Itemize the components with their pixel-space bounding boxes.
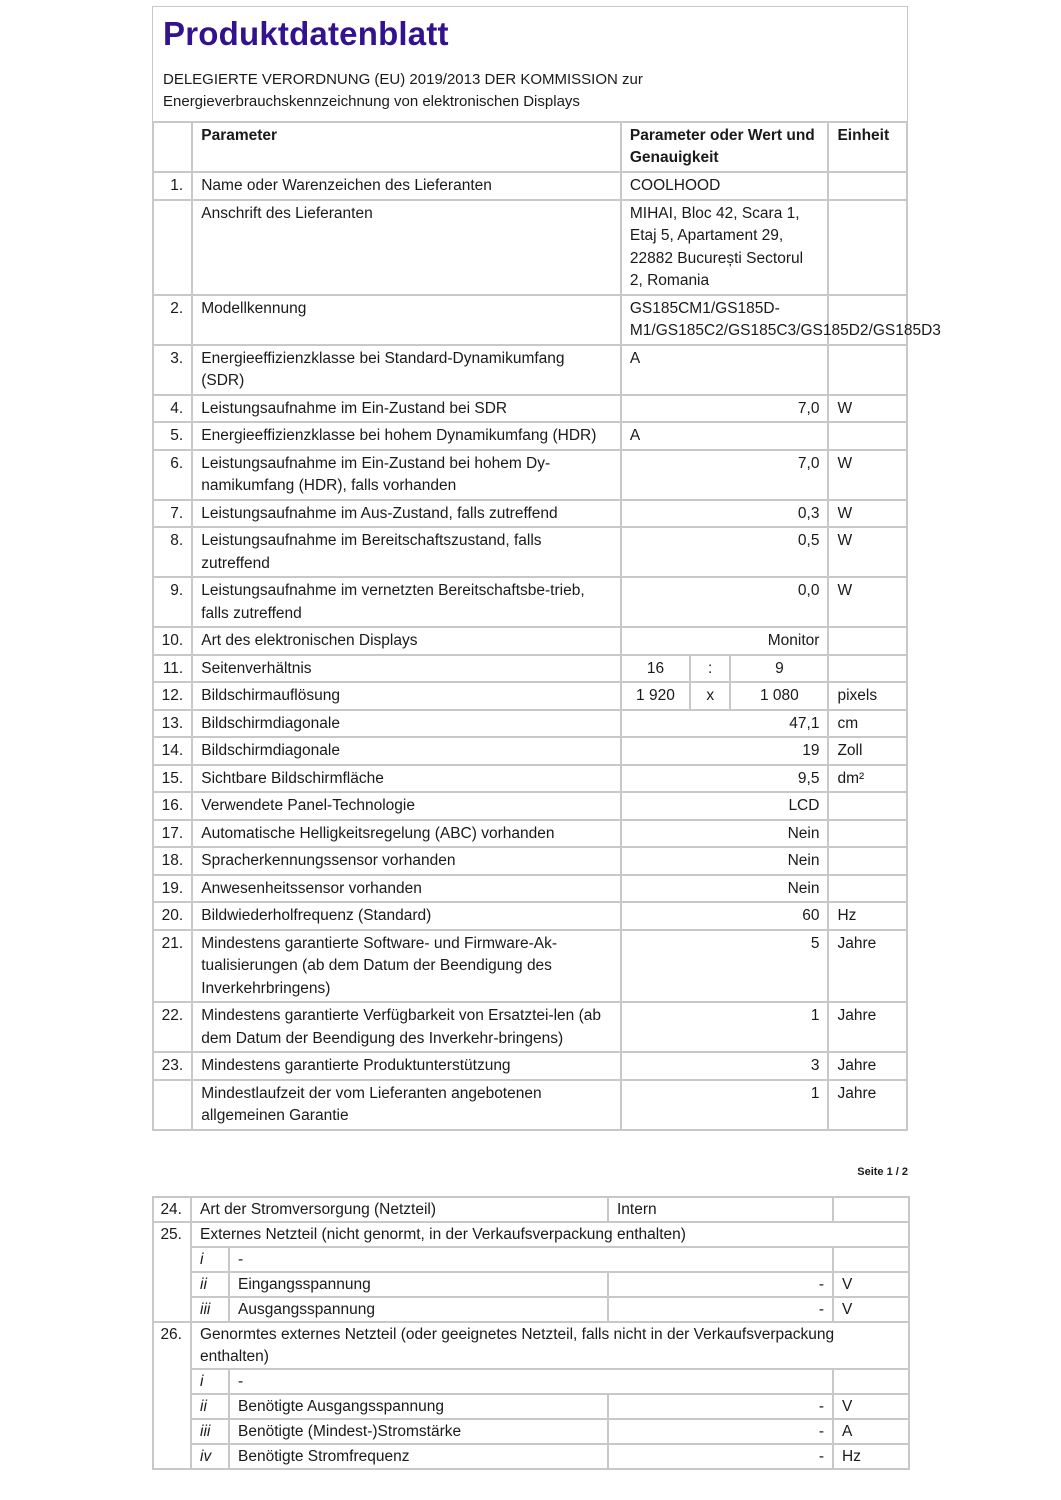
sub-index: iv [191, 1444, 229, 1469]
row-label: Externes Netzteil (nicht genormt, in der Verkaufsverpackung enthalten) [191, 1222, 909, 1247]
table-row [153, 395, 907, 423]
row-value: 9,5 [621, 765, 829, 793]
table-row [153, 200, 907, 295]
sub-value: - [608, 1272, 833, 1297]
row-unit: Jahre [828, 1002, 907, 1052]
row-unit [828, 792, 907, 820]
sub-unit: Hz [833, 1444, 909, 1469]
row-label: Bildschirmdiagonale [192, 710, 621, 738]
table-row [153, 295, 907, 345]
power-supply-table [152, 1196, 910, 1470]
row-value: 7,0 [621, 395, 829, 423]
sub-unit [833, 1369, 909, 1394]
row-value: 0,5 [621, 527, 829, 577]
value-separator: x [690, 682, 730, 710]
row-number: 18. [153, 847, 192, 875]
row-number: 5. [153, 422, 192, 450]
table-row [153, 902, 907, 930]
sub-index: ii [191, 1394, 229, 1419]
datasheet-page-2 [152, 1196, 908, 1470]
table-row [153, 577, 907, 627]
sub-index: i [191, 1369, 229, 1394]
row-label: Energieeffizienzklasse bei Standard-Dynamikumfang (SDR) [192, 345, 621, 395]
row-value: 5 [621, 930, 829, 1003]
sub-unit: V [833, 1394, 909, 1419]
row-value: Nein [621, 820, 829, 848]
row-label: Mindestlaufzeit der vom Lieferanten angebotenen allgemeinen Garantie [192, 1080, 621, 1130]
sub-value: - [608, 1394, 833, 1419]
sub-label: Ausgangsspannung [229, 1297, 608, 1322]
row-label: Anwesenheitssensor vorhanden [192, 875, 621, 903]
table-row [153, 172, 907, 200]
value-part-a: 16 [621, 655, 690, 683]
row-unit: Hz [828, 902, 907, 930]
sub-label: Benötigte Stromfrequenz [229, 1444, 608, 1469]
table-row [153, 500, 907, 528]
row-number: 4. [153, 395, 192, 423]
sub-unit: V [833, 1297, 909, 1322]
row-value: 19 [621, 737, 829, 765]
table-row [153, 1052, 907, 1080]
sub-row [153, 1419, 909, 1444]
row-label: Verwendete Panel-Technologie [192, 792, 621, 820]
row-value: Nein [621, 847, 829, 875]
sub-label: Benötigte Ausgangsspannung [229, 1394, 608, 1419]
row-unit: Zoll [828, 737, 907, 765]
row-unit: dm² [828, 765, 907, 793]
row-number: 13. [153, 710, 192, 738]
row-number: 25. [153, 1222, 191, 1322]
row-value: 3 [621, 1052, 829, 1080]
row-label: Leistungsaufnahme im Ein-Zustand bei SDR [192, 395, 621, 423]
row-unit: W [828, 500, 907, 528]
row-unit: Jahre [828, 1080, 907, 1130]
row-number: 16. [153, 792, 192, 820]
row-number: 22. [153, 1002, 192, 1052]
sub-unit: V [833, 1272, 909, 1297]
sub-label: Benötigte (Mindest-)Stromstärke [229, 1419, 608, 1444]
row-number: 10. [153, 627, 192, 655]
row-unit: Jahre [828, 1052, 907, 1080]
sub-label: - [229, 1247, 833, 1272]
row-label: Anschrift des Lieferanten [192, 200, 621, 295]
sub-unit: A [833, 1419, 909, 1444]
table-row [153, 1080, 907, 1130]
row-number: 12. [153, 682, 192, 710]
row-label: Art der Stromversorgung (Netzteil) [191, 1197, 608, 1222]
row-label: Mindestens garantierte Verfügbarkeit von Ersatztei-len (ab dem Datum der Beendigung des Inverkehr-bringens) [192, 1002, 621, 1052]
table-row [153, 422, 907, 450]
row-number: 2. [153, 295, 192, 345]
subtitle-line-1: DELEGIERTE VERORDNUNG (EU) 2019/2013 DER KOMMISSION zur [163, 71, 643, 88]
sub-row [153, 1272, 909, 1297]
sub-row [153, 1444, 909, 1469]
sub-index: ii [191, 1272, 229, 1297]
sub-row [153, 1369, 909, 1394]
regulation-subtitle [163, 69, 897, 113]
row-unit [828, 172, 907, 200]
row-unit: W [828, 527, 907, 577]
table-row [153, 930, 907, 1003]
row-label: Bildschirmdiagonale [192, 737, 621, 765]
row-value: LCD [621, 792, 829, 820]
row-unit [828, 847, 907, 875]
header-parameter: Parameter [192, 122, 621, 172]
row-number [153, 1080, 192, 1130]
row-number: 21. [153, 930, 192, 1003]
table-row [153, 527, 907, 577]
row-value: Nein [621, 875, 829, 903]
row-unit [828, 200, 907, 295]
subtitle-line-2: Energieverbrauchskennzeichnung von elektronischen Displays [163, 93, 580, 110]
row-value: COOLHOOD [621, 172, 829, 200]
row-label: Bildwiederholfrequenz (Standard) [192, 902, 621, 930]
page-number: Seite 1 / 2 [857, 1166, 908, 1178]
sub-index: iii [191, 1419, 229, 1444]
row-value: A [621, 422, 829, 450]
row-number: 24. [153, 1197, 191, 1222]
row-unit [828, 627, 907, 655]
row-label: Automatische Helligkeitsregelung (ABC) vorhanden [192, 820, 621, 848]
table-row [153, 737, 907, 765]
table-row [153, 1197, 909, 1222]
row-label: Sichtbare Bildschirmfläche [192, 765, 621, 793]
sub-label: - [229, 1369, 833, 1394]
table-row [153, 765, 907, 793]
row-value: 1 [621, 1080, 829, 1130]
row-label: Leistungsaufnahme im Ein-Zustand bei hohem Dy-namikumfang (HDR), falls vorhanden [192, 450, 621, 500]
row-unit: cm [828, 710, 907, 738]
table-row [153, 1002, 907, 1052]
row-value: 0,0 [621, 577, 829, 627]
table-row [153, 682, 907, 710]
document-header [152, 6, 908, 121]
table-row [153, 847, 907, 875]
row-number [153, 200, 192, 295]
row-label: Leistungsaufnahme im Bereitschaftszustand, falls zutreffend [192, 527, 621, 577]
row-unit: W [828, 577, 907, 627]
row-value: GS185CM1/GS185D-M1/GS185C2/GS185C3/GS185D2/GS185D3 [621, 295, 829, 345]
sub-unit [833, 1247, 909, 1272]
table-row [153, 792, 907, 820]
row-number: 7. [153, 500, 192, 528]
row-number: 3. [153, 345, 192, 395]
row-value: Intern [608, 1197, 833, 1222]
row-label: Bildschirmauflösung [192, 682, 621, 710]
table-row [153, 1322, 909, 1369]
row-label: Leistungsaufnahme im Aus-Zustand, falls zutreffend [192, 500, 621, 528]
sub-value: - [608, 1297, 833, 1322]
value-part-b: 1 080 [730, 682, 828, 710]
sub-value: - [608, 1419, 833, 1444]
row-number: 11. [153, 655, 192, 683]
row-unit [828, 422, 907, 450]
row-value: Monitor [621, 627, 829, 655]
row-number: 20. [153, 902, 192, 930]
table-row [153, 710, 907, 738]
sub-label: Eingangsspannung [229, 1272, 608, 1297]
row-unit: W [828, 450, 907, 500]
header-value: Parameter oder Wert und Genauigkeit [621, 122, 829, 172]
datasheet-page-1 [152, 6, 941, 1131]
row-label: Mindestens garantierte Software- und Firmware-Ak-tualisierungen (ab dem Datum der Beendigung des Inverkehrbringens) [192, 930, 621, 1003]
row-value: 47,1 [621, 710, 829, 738]
row-unit: Jahre [828, 930, 907, 1003]
table-row [153, 345, 907, 395]
table-row [153, 1222, 909, 1247]
row-unit [833, 1197, 909, 1222]
row-value: MIHAI, Bloc 42, Scara 1, Etaj 5, Apartament 29, 22882 București Sectorul 2, Romania [621, 200, 829, 295]
sub-row [153, 1297, 909, 1322]
sub-row [153, 1247, 909, 1272]
row-unit [828, 655, 907, 683]
row-unit: W [828, 395, 907, 423]
row-label: Leistungsaufnahme im vernetzten Bereitschaftsbe-trieb, falls zutreffend [192, 577, 621, 627]
row-number: 19. [153, 875, 192, 903]
row-unit [828, 345, 907, 395]
value-part-a: 1 920 [621, 682, 690, 710]
row-label: Art des elektronischen Displays [192, 627, 621, 655]
row-value: 60 [621, 902, 829, 930]
row-label: Energieeffizienzklasse bei hohem Dynamikumfang (HDR) [192, 422, 621, 450]
row-number: 6. [153, 450, 192, 500]
page-title: Produktdatenblatt [163, 15, 449, 52]
row-value: 0,3 [621, 500, 829, 528]
sub-row [153, 1394, 909, 1419]
value-part-b: 9 [730, 655, 828, 683]
table-row [153, 450, 907, 500]
row-label: Name oder Warenzeichen des Lieferanten [192, 172, 621, 200]
value-separator: : [690, 655, 730, 683]
row-number: 8. [153, 527, 192, 577]
row-number: 1. [153, 172, 192, 200]
row-value: 1 [621, 1002, 829, 1052]
header-num [153, 122, 192, 172]
row-label: Mindestens garantierte Produktunterstützung [192, 1052, 621, 1080]
row-number: 15. [153, 765, 192, 793]
row-label: Seitenverhältnis [192, 655, 621, 683]
table-row [153, 820, 907, 848]
row-label: Genormtes externes Netzteil (oder geeignetes Netzteil, falls nicht in der Verkaufsverpackung enthalten) [191, 1322, 909, 1369]
row-label: Spracherkennungssensor vorhanden [192, 847, 621, 875]
row-value: A [621, 345, 829, 395]
table-row [153, 627, 907, 655]
row-number: 14. [153, 737, 192, 765]
row-label: Modellkennung [192, 295, 621, 345]
header-unit: Einheit [828, 122, 907, 172]
table-header-row [153, 122, 907, 172]
table-row [153, 655, 907, 683]
row-number: 23. [153, 1052, 192, 1080]
row-unit [828, 875, 907, 903]
product-data-table [152, 121, 941, 1131]
table-row [153, 875, 907, 903]
sub-value: - [608, 1444, 833, 1469]
row-value: 7,0 [621, 450, 829, 500]
row-unit [828, 820, 907, 848]
row-unit: pixels [828, 682, 907, 710]
sub-index: i [191, 1247, 229, 1272]
row-number: 17. [153, 820, 192, 848]
sub-index: iii [191, 1297, 229, 1322]
row-number: 9. [153, 577, 192, 627]
row-number: 26. [153, 1322, 191, 1469]
